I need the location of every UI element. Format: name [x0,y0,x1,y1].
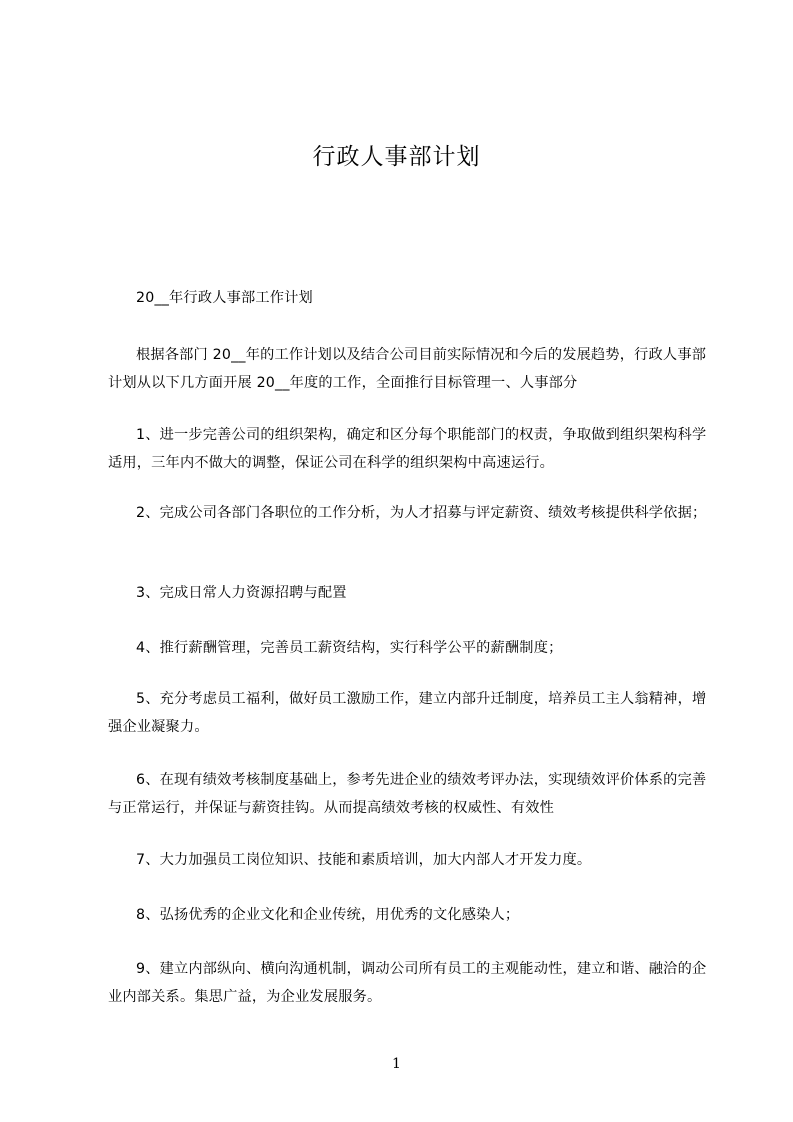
list-item-9: 9、建立内部纵向、横向沟通机制，调动公司所有员工的主观能动性，建立和谐、融洽的企业内部关系。集思广益，为企业发展服务。 [108,961,707,1005]
list-item-7: 7、大力加强员工岗位知识、技能和素质培训，加大内部人才开发力度。 [136,852,592,868]
list-item-6: 6、在现有绩效考核制度基础上，参考先进企业的绩效考评办法，实现绩效评价体系的完善与正常运行，并保证与薪资挂钩。从而提高绩效考核的权威性、有效性 [108,772,707,816]
list-item-3: 3、完成日常人力资源招聘与配置 [136,585,347,601]
list-item-5: 5、充分考虑员工福利，做好员工激励工作，建立内部升迁制度，培养员工主人翁精神，增强企业凝聚力。 [108,691,707,735]
list-item-4: 4、推行薪酬管理，完善员工薪资结构，实行科学公平的薪酬制度； [136,640,563,656]
page-number: 1 [392,1056,401,1072]
list-item-8: 8、弘扬优秀的企业文化和企业传统，用优秀的文化感染人； [136,907,520,923]
document-title: 行政人事部计划 [312,144,481,170]
intro-paragraph: 根据各部门 20__年的工作计划以及结合公司目前实际情况和今后的发展趋势，行政人事部计划从以下几方面开展 20__年度的工作，全面推行目标管理一、人事部分 [108,347,707,391]
list-item-2: 2、完成公司各部门各职位的工作分析，为人才招募与评定薪资、绩效考核提供科学依据； [136,505,707,521]
subtitle-paragraph: 20__年行政人事部工作计划 [136,290,313,306]
list-item-1: 1、进一步完善公司的组织架构，确定和区分每个职能部门的权责，争取做到组织架构科学适用，三年内不做大的调整，保证公司在科学的组织架构中高速运行。 [108,427,707,471]
